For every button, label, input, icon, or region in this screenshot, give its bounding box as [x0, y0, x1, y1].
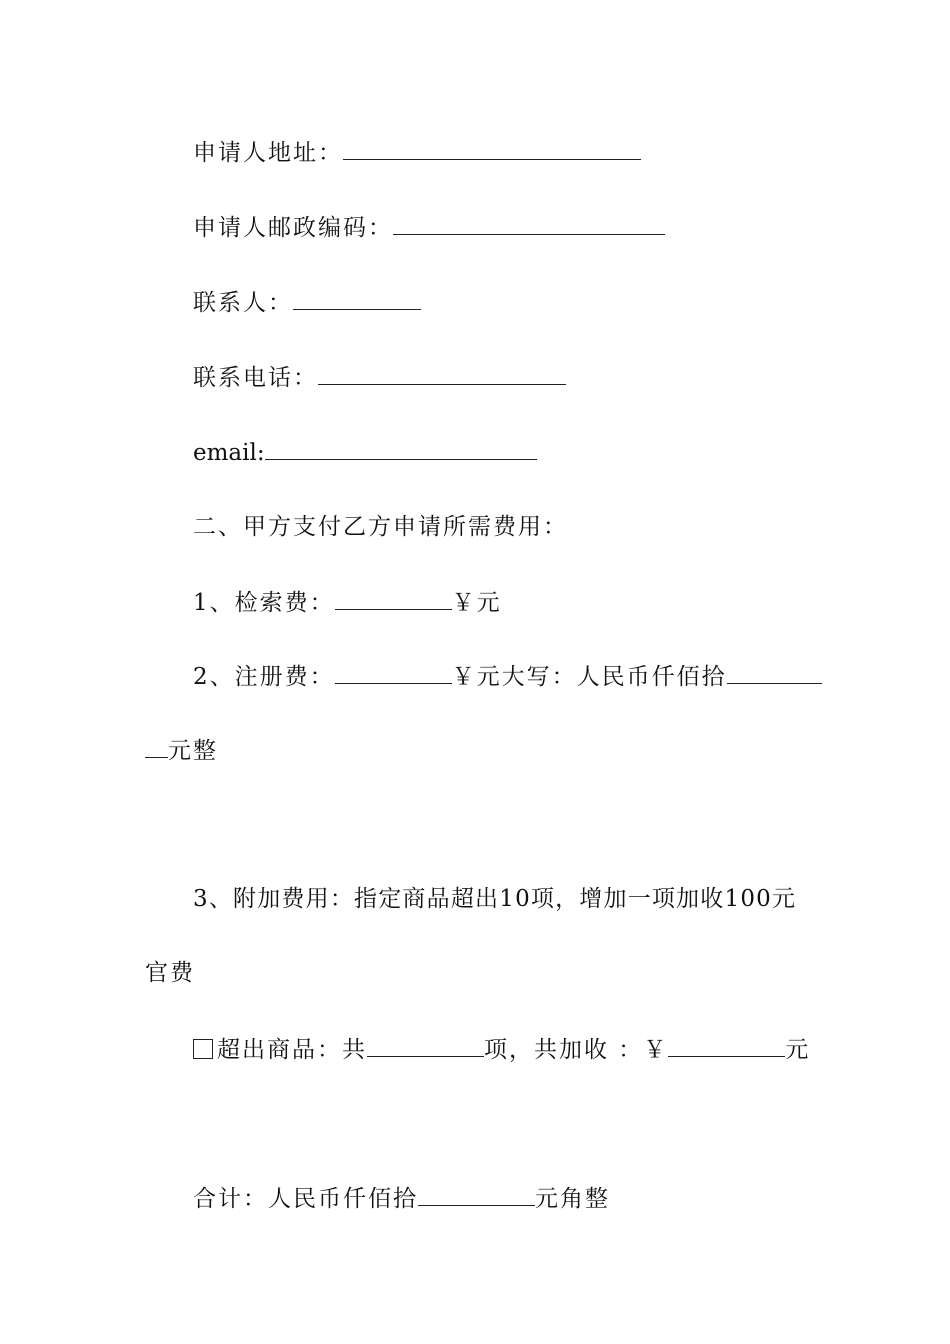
- additional-fee-line2: 官费: [145, 960, 195, 986]
- exceed-mid: 项，共加收 ：￥: [484, 1037, 669, 1063]
- total-row: [193, 1183, 610, 1214]
- exceed-row: [193, 1034, 810, 1065]
- contact-field[interactable]: [293, 287, 421, 310]
- postcode-field[interactable]: [393, 212, 665, 235]
- register-fee-unit: ￥元大写：人民币仟佰拾: [451, 664, 727, 690]
- register-fee-continuation: [145, 735, 218, 766]
- total-unit: 元角整: [535, 1186, 610, 1212]
- exceed-amount-field[interactable]: [668, 1034, 785, 1057]
- total-field[interactable]: [418, 1183, 535, 1206]
- register-fee-words-field[interactable]: [727, 661, 822, 684]
- address-label: 申请人地址：: [193, 140, 343, 166]
- total-label: 合计：人民币仟佰拾: [193, 1186, 418, 1212]
- register-fee-field[interactable]: [335, 661, 452, 684]
- postcode-row: [193, 212, 665, 243]
- register-fee-cont-unit: 元整: [168, 738, 218, 764]
- address-row: [193, 137, 641, 168]
- exceed-count-field[interactable]: [367, 1034, 484, 1057]
- address-field[interactable]: [343, 137, 641, 160]
- phone-row: [193, 362, 566, 393]
- exceed-unit: 元: [785, 1037, 811, 1063]
- exceed-checkbox[interactable]: [193, 1039, 213, 1059]
- register-fee-label: 2、注册费：: [193, 664, 335, 690]
- email-label: email:: [193, 440, 265, 466]
- phone-label: 联系电话：: [193, 365, 318, 391]
- exceed-label: 超出商品：共: [217, 1037, 367, 1063]
- search-fee-unit: ￥元: [451, 590, 502, 616]
- email-row: [193, 437, 537, 468]
- contact-label: 联系人：: [193, 290, 293, 316]
- search-fee-row: [193, 587, 502, 618]
- search-fee-label: 1、检索费：: [193, 590, 335, 616]
- register-fee-row: [193, 661, 822, 692]
- additional-fee-line1: 3、附加费用：指定商品超出10项，增加一项加收100元: [193, 886, 797, 912]
- register-fee-words-field-cont[interactable]: [145, 735, 168, 758]
- postcode-label: 申请人邮政编码：: [193, 215, 393, 241]
- fees-heading: 二、甲方支付乙方申请所需费用：: [193, 514, 568, 540]
- phone-field[interactable]: [318, 362, 566, 385]
- search-fee-field[interactable]: [335, 587, 452, 610]
- email-field[interactable]: [265, 437, 537, 460]
- contact-row: [193, 287, 421, 318]
